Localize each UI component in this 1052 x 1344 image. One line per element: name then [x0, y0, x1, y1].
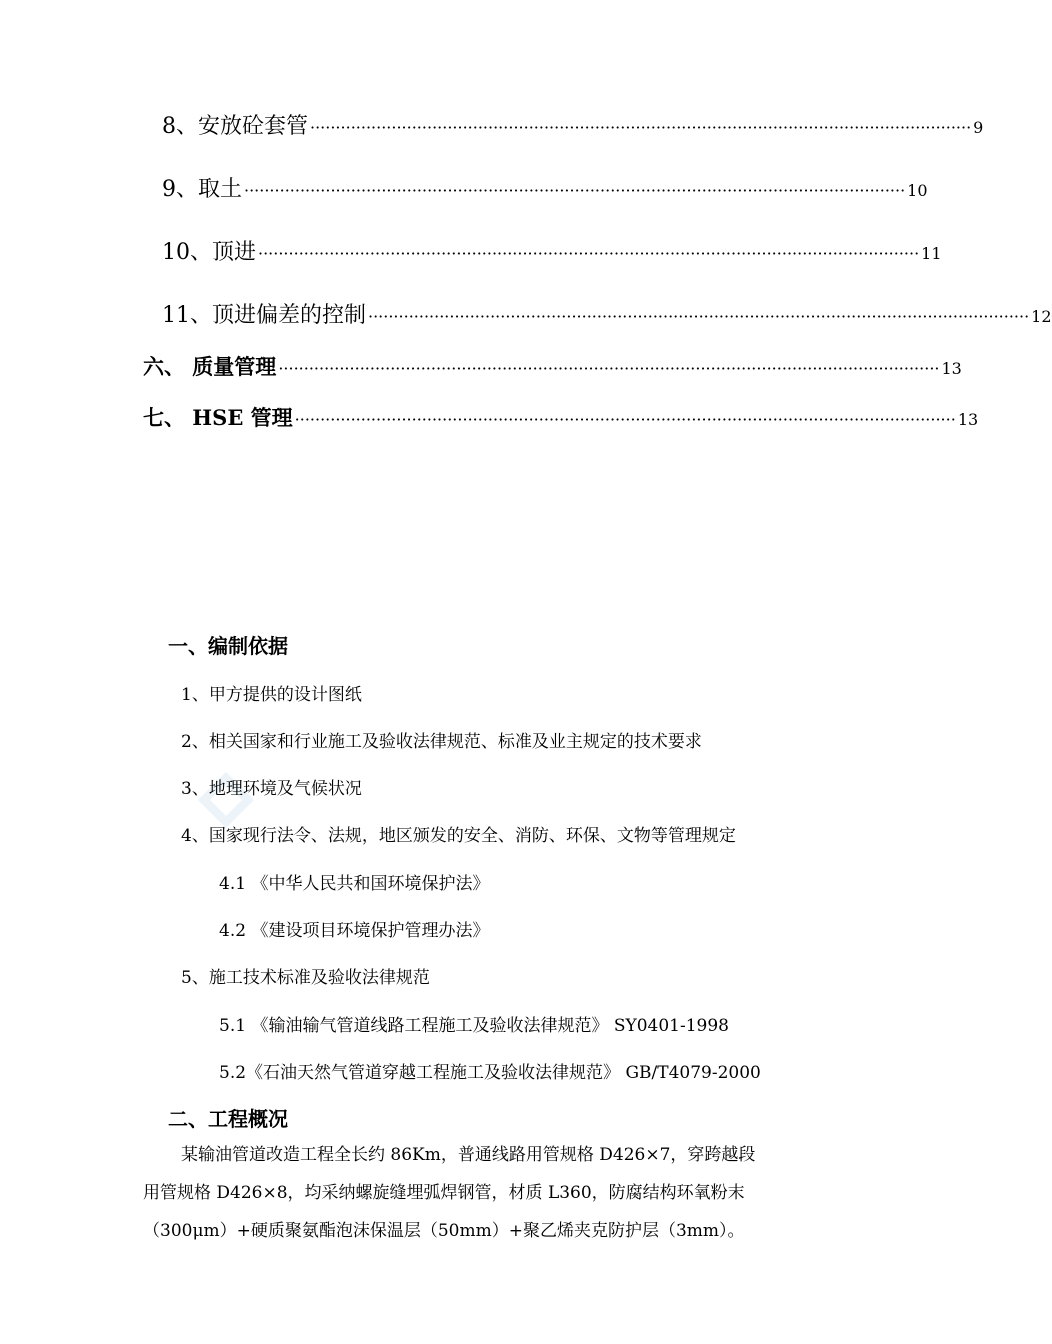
- toc-label: 六、 质量管理: [143, 354, 277, 379]
- list-item: 4、国家现行法令、法规，地区颁发的安全、消防、环保、文物等管理规定: [181, 826, 736, 846]
- toc-leader: ··································································································································: [310, 118, 972, 137]
- toc-leader: ··································································································································: [294, 410, 956, 429]
- list-item: 4.1 《中华人民共和国环境保护法》: [219, 874, 490, 894]
- toc-label: 9、取土: [162, 177, 242, 202]
- list-item: 3、地理环境及气候状况: [181, 779, 362, 799]
- toc-leader: ··································································································································: [244, 181, 906, 200]
- toc-page: 13: [941, 359, 962, 378]
- paragraph-line: （300μm）+硬质聚氨酯泡沫保温层（50mm）+聚乙烯夹克防护层（3mm）。: [143, 1221, 745, 1241]
- toc-page: 12: [1031, 307, 1052, 326]
- list-item: 2、相关国家和行业施工及验收法律规范、标准及业主规定的技术要求: [181, 732, 702, 752]
- toc-entry: [162, 238, 942, 269]
- toc-page: 9: [973, 118, 984, 137]
- list-item: 5.2《石油天然气管道穿越工程施工及验收法律规范》 GB/T4079-2000: [219, 1063, 761, 1083]
- toc-entry: [143, 352, 962, 384]
- toc-entry: [162, 175, 928, 206]
- toc-page: 11: [921, 244, 942, 263]
- toc-entry: [162, 112, 984, 143]
- toc-leader: ··································································································································: [258, 244, 920, 263]
- toc-page: 13: [957, 410, 979, 429]
- toc-label: 10、顶进: [162, 240, 256, 265]
- toc-entry: [162, 301, 1052, 332]
- list-item: 5、施工技术标准及验收法律规范: [181, 968, 430, 988]
- toc-label: 七、 HSE 管理: [143, 405, 293, 430]
- toc-label: 11、顶进偏差的控制: [162, 303, 366, 328]
- toc-page: 10: [907, 181, 928, 200]
- toc-label: 8、安放砼套管: [162, 114, 308, 139]
- toc-entry: [143, 403, 979, 435]
- list-item: 1、甲方提供的设计图纸: [181, 685, 362, 705]
- section-heading: 一、编制依据: [168, 634, 288, 658]
- paragraph-line: 用管规格 D426×8，均采纳螺旋缝埋弧焊钢管，材质 L360，防腐结构环氧粉末: [143, 1183, 745, 1203]
- paragraph-line: 某输油管道改造工程全长约 86Km，普通线路用管规格 D426×7，穿跨越段: [181, 1145, 756, 1165]
- list-item: 4.2 《建设项目环境保护管理办法》: [219, 921, 490, 941]
- section-heading: 二、工程概况: [168, 1107, 288, 1131]
- list-item: 5.1 《输油输气管道线路工程施工及验收法律规范》 SY0401-1998: [219, 1016, 729, 1036]
- toc-leader: ··································································································································: [278, 359, 940, 378]
- toc-leader: ··································································································································: [368, 307, 1030, 326]
